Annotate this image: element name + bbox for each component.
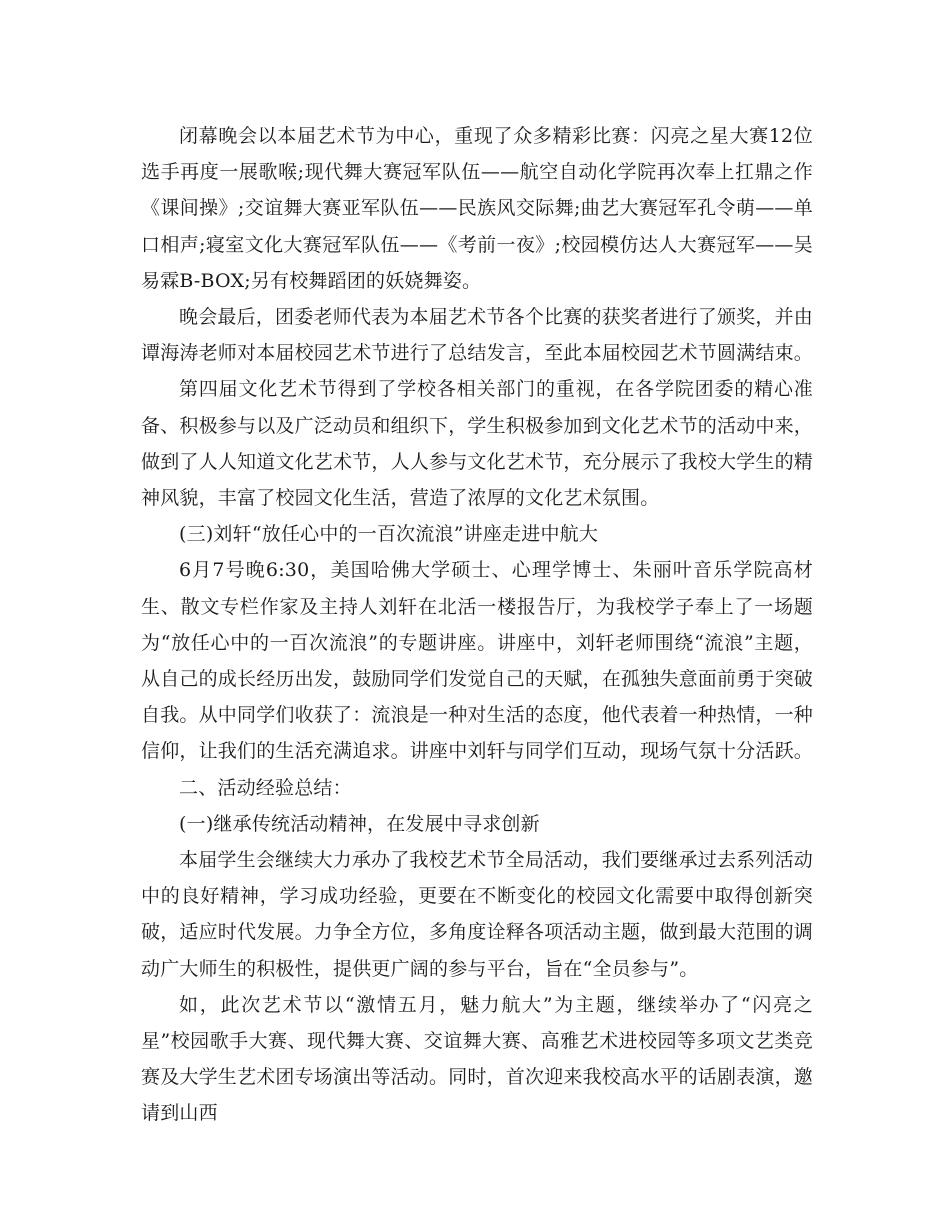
paragraph-tradition: 本届学生会继续大力承办了我校艺术节全局活动，我们要继承过去系列活动中的良好精神，学习成功经验，更要在不断变化的校园文化需要中取得创新突破，适应时代发展。力争全方位，多角度诠释各项活动主题，做到最大范围的调动广大师生的积极性，提供更广阔的参与平台，旨在“全员参与”。	[141, 849, 814, 980]
paragraph-example: 如，此次艺术节以“激情五月，魅力航大”为主题，继续举办了“闪亮之星”校园歌手大赛、现代舞大赛、交谊舞大赛、高雅艺术进校园等多项文艺类竞赛及大学生艺术团专场演出等活动。同时，首次迎来我校高水平的话剧表演，邀请到山西	[141, 993, 814, 1125]
subheading-tradition: (一)继承传统活动精神，在发展中寻求创新	[179, 812, 540, 835]
paragraph-lecture: 6月7号晚6:30，美国哈佛大学硕士、心理学博士、朱丽叶音乐学院高材生、散文专栏作家及主持人刘轩在北活一楼报告厅，为我校学子奉上了一场题为“放任心中的一百次流浪”的专题讲座。讲座中，刘轩老师围绕“流浪”主题，从自己的成长经历出发，鼓励同学们发觉自己的天赋，在孤独失意面前勇于突破自我。从中同学们收获了：流浪是一种对生活的态度，他代表着一种热情，一种信仰，让我们的生活充满追求。讲座中刘轩与同学们互动，现场气氛十分活跃。	[141, 559, 814, 763]
document-body	[141, 118, 813, 1132]
paragraph-closing-gala: 闭幕晚会以本届艺术节为中心，重现了众多精彩比赛：闪亮之星大赛12位选手再度一展歌喉;现代舞大赛冠军队伍——航空自动化学院再次奉上扛鼎之作《课间操》;交谊舞大赛亚军队伍——民族风交际舞;曲艺大赛冠军孔令萌——单口相声;寝室文化大赛冠军队伍——《考前一夜》;校园模仿达人大赛冠军——吴易霖B-BOX;另有校舞蹈团的妖娆舞姿。	[141, 125, 813, 292]
paragraph-festival-summary: 第四届文化艺术节得到了学校各相关部门的重视，在各学院团委的精心准备、积极参与以及广泛动员和组织下，学生积极参加到文化艺术节的活动中来，做到了人人知道文化艺术节，人人参与文化艺术节，充分展示了我校大学生的精神风貌，丰富了校园文化生活，营造了浓厚的文化艺术氛围。	[141, 378, 814, 510]
paragraph-awards: 晚会最后，团委老师代表为本届艺术节各个比赛的获奖者进行了颁奖，并由谭海涛老师对本届校园艺术节进行了总结发言，至此本届校园艺术节圆满结束。	[141, 306, 814, 365]
section-heading-lecture: (三)刘轩“放任心中的一百次流浪”讲座走进中航大	[179, 523, 599, 546]
section-heading-experience: 二、活动经验总结：	[179, 776, 352, 799]
